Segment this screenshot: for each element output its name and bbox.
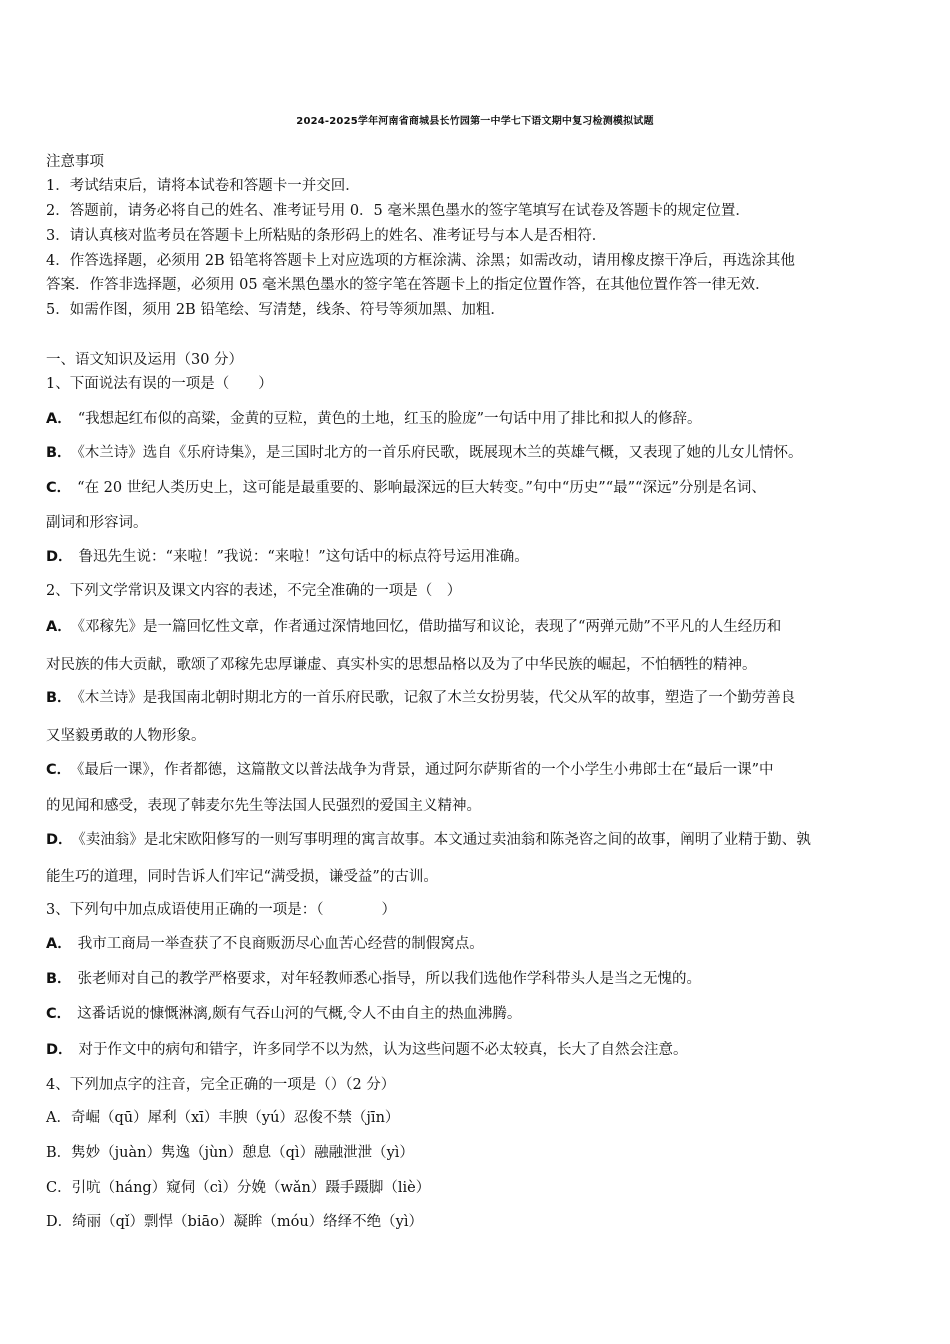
q4-option-d: D．绮丽（qǐ）剽悍（biāo）凝眸（móu）络绎不绝（yì） — [46, 1214, 423, 1230]
q1-option-b-text: 《木兰诗》选自《乐府诗集》，是三国时北方的一首乐府民歌，既展现木兰的英雄气概，又表现了她的儿女儿情怀。 — [77, 445, 803, 461]
q3-option-a — [46, 934, 916, 954]
q3-stem: 3、下列句中加点成语使用正确的一项是：（ ） — [46, 902, 396, 918]
notice-heading: 注意事项 — [46, 154, 104, 170]
notice-item-4: 4．作答选择题，必须用 2B 铅笔将答题卡上对应选项的方框涂满、涂黑；如需改动，请用橡皮擦干净后，再选涂其他 — [46, 253, 795, 269]
notice-item-5: 5．如需作图，须用 2B 铅笔绘、写清楚，线条、符号等须加黑、加粗． — [46, 302, 505, 318]
q2-option-a-cont: 对民族的伟大贡献，歌颂了邓稼先忠厚谦虚、真实朴实的思想品格以及为了中华民族的崛起，不怕牺牲的精神。 — [46, 657, 757, 673]
q1-option-d-text: 鲁迅先生说：“来啦！”我说：“来啦！”这句话中的标点符号运用准确。 — [78, 549, 529, 565]
q2-option-b — [46, 688, 916, 708]
q1-stem: 1、下面说法有误的一项是（ ） — [46, 376, 273, 392]
q3-option-b-text: 张老师对自己的教学严格要求，对年轻教师悉心指导，所以我们选他作学科带头人是当之无愧的。 — [77, 971, 702, 987]
q2-option-d-text: 《卖油翁》是北宋欧阳修写的一则写事明理的寓言故事。本文通过卖油翁和陈尧咨之间的故事，阐明了业精于勤、孰 — [78, 832, 811, 848]
q3-option-a-text: 我市工商局一举查获了不良商贩沥尽心血苦心经营的制假窝点。 — [77, 936, 484, 952]
q2-option-a — [46, 617, 916, 637]
q1-option-d-label: D． — [46, 549, 73, 565]
q4-option-b: B．隽妙（juàn）隽逸（jùn）憩息（qì）融融泄泄（yì） — [46, 1145, 414, 1161]
q2-option-c-text: 《最后一课》，作者都德，这篇散文以普法战争为背景，通过阿尔萨斯省的一个小学生小弗郎士在“最后一课”中 — [77, 762, 774, 778]
q3-option-c-label: C． — [46, 1006, 72, 1022]
q1-option-b-label: B． — [46, 445, 72, 461]
q2-option-b-label: B． — [46, 690, 72, 706]
notice-item-3: 3．请认真核对监考员在答题卡上所粘贴的条形码上的姓名、准考证号与本人是否相符． — [46, 228, 607, 244]
q4-option-a: A．奇崛（qū）犀利（xī）丰腴（yú）忍俊不禁（jīn） — [46, 1110, 400, 1126]
q4-option-c: C．引吭（háng）窥伺（cì）分娩（wǎn）蹑手蹑脚（liè） — [46, 1180, 431, 1196]
q3-option-b — [46, 969, 916, 989]
q2-option-b-cont: 又坚毅勇敢的人物形象。 — [46, 728, 206, 744]
q2-option-c — [46, 760, 916, 780]
q2-option-a-label: A． — [46, 619, 72, 635]
q3-option-a-label: A． — [46, 936, 72, 952]
q1-option-c — [46, 478, 916, 498]
q3-option-d-text: 对于作文中的病句和错字，许多同学不以为然，认为这些问题不必太较真，长大了自然会注意。 — [78, 1042, 688, 1058]
q2-stem: 2、下列文学常识及课文内容的表述，不完全准确的一项是（ ） — [46, 583, 462, 599]
notice-item-1: 1．考试结束后，请将本试卷和答题卡一并交回． — [46, 178, 360, 194]
q2-option-d-label: D． — [46, 832, 73, 848]
q1-option-c-label: C． — [46, 480, 72, 496]
q1-option-a — [46, 409, 916, 429]
q1-option-a-text: “我想起红布似的高粱，金黄的豆粒，黄色的土地，红玉的脸庞”一句话中用了排比和拟人的修辞。 — [77, 411, 702, 427]
q3-option-d-label: D． — [46, 1042, 73, 1058]
q1-option-c-text: “在 20 世纪人类历史上，这可能是最重要的、影响最深远的巨大转变。”句中“历史”“最”“深远”分别是名词、 — [77, 480, 766, 496]
q1-option-b — [46, 443, 916, 463]
section-heading: 一、语文知识及运用（30 分） — [46, 352, 244, 368]
q2-option-a-text: 《邓稼先》是一篇回忆性文章，作者通过深情地回忆，借助描写和议论，表现了“两弹元勋”不平凡的人生经历和 — [77, 619, 782, 635]
q2-option-b-text: 《木兰诗》是我国南北朝时期北方的一首乐府民歌，记叙了木兰女扮男装，代父从军的故事，塑造了一个勤劳善良 — [77, 690, 796, 706]
q4-stem: 4、下列加点字的注音，完全正确的一项是（）（2 分） — [46, 1077, 396, 1093]
q1-option-d — [46, 547, 916, 567]
q2-option-c-cont: 的见闻和感受，表现了韩麦尔先生等法国人民强烈的爱国主义精神。 — [46, 798, 481, 814]
q1-option-a-label: A． — [46, 411, 72, 427]
q3-option-c — [46, 1004, 916, 1024]
notice-item-2: 2．答题前，请务必将自己的姓名、准考证号用 0．5 毫米黑色墨水的签字笔填写在试卷及答题卡的规定位置． — [46, 203, 750, 219]
notice-item-4-cont: 答案．作答非选择题，必须用 05 毫米黑色墨水的签字笔在答题卡上的指定位置作答，在其他位置作答一律无效． — [46, 277, 770, 293]
q3-option-c-text: 这番话说的慷慨淋漓,颇有气吞山河的气概,令人不由自主的热血沸腾。 — [77, 1006, 522, 1022]
q2-option-d-cont: 能生巧的道理，同时告诉人们牢记“满受损，谦受益”的古训。 — [46, 869, 438, 885]
q2-option-d — [46, 830, 916, 850]
page-title: 2024-2025学年河南省商城县长竹园第一中学七下语文期中复习检测模拟试题 — [296, 116, 654, 127]
q2-option-c-label: C． — [46, 762, 72, 778]
q3-option-d — [46, 1040, 916, 1060]
q3-option-b-label: B． — [46, 971, 72, 987]
q1-option-c-cont: 副词和形容词。 — [46, 515, 148, 531]
